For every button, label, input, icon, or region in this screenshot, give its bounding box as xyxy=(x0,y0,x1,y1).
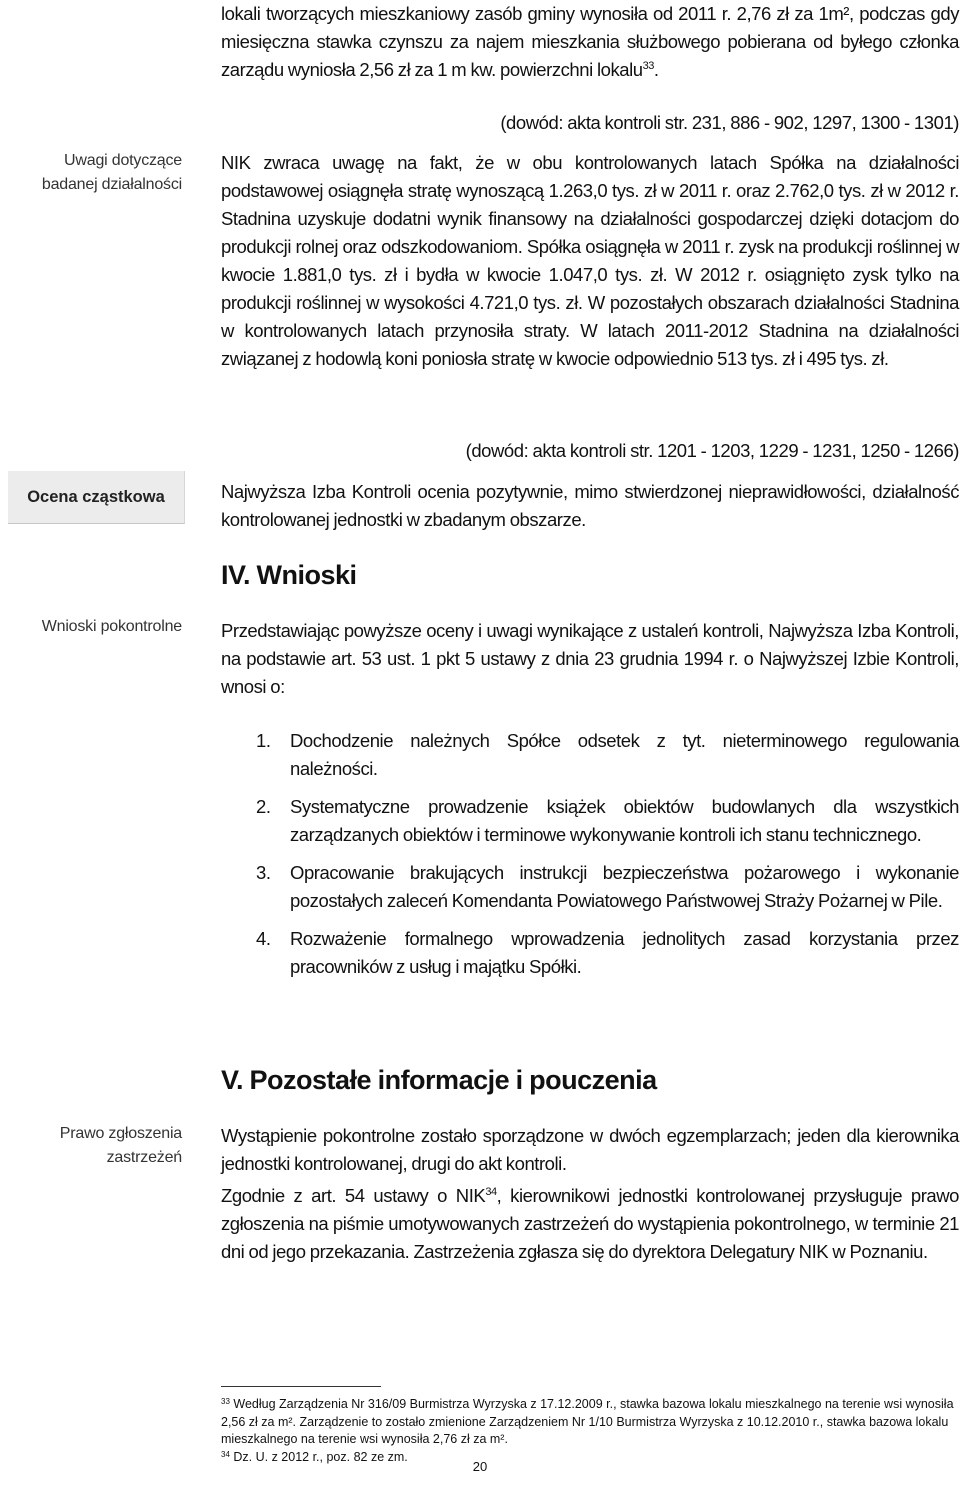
top-paragraph-end: . xyxy=(653,59,659,80)
motions-list xyxy=(256,727,959,981)
footnote-number: 34 xyxy=(221,1449,230,1459)
section-v-paragraph-2 xyxy=(221,1182,959,1266)
sidebar-remarks-label: Uwagi dotyczące badanej działalności xyxy=(41,152,182,193)
list-item xyxy=(256,859,959,915)
list-item xyxy=(256,793,959,849)
page-number: 20 xyxy=(472,1459,488,1474)
footnote-ref-34[interactable]: 34 xyxy=(485,1186,497,1198)
rating-paragraph: Najwyższa Izba Kontroli ocenia pozytywnie, mimo stwierdzonej nieprawidłowości, działalność kontrolowanej jednostki w zbadanym obszarze. xyxy=(221,481,959,530)
footnote-text: Według Zarządzenia Nr 316/09 Burmistrza Wyrzyska z 17.12.2009 r., stawka bazowa lokalu mieszkalnego na terenie wsi wynosiła 2,56 zł za m². Zarządzenie to zostało zmienione Zarządzeniem Nr 1/10 Burmistrza Wyrzyska z 10.12.2010 r., stawka bazowa lokalu mieszkalnego na terenie wsi wynosiła 2,76 zł za m². xyxy=(221,1397,954,1446)
section-v-paragraph-2-text: Zgodnie z art. 54 ustawy o NIK xyxy=(221,1185,486,1206)
list-item-text: Systematyczne prowadzenie książek obiektów budowlanych dla wszystkich zarządzanych obiektów i terminowe wykonywanie kontroli ich stanu technicznego. xyxy=(290,796,959,845)
section-iv xyxy=(221,558,959,592)
section-iv-intro: Przedstawiając powyższe oceny i uwagi wynikające z ustaleń kontroli, Najwyższa Izba Kontroli, na podstawie art. 53 ust. 1 pkt 5 ustawy z dnia 23 grudnia 1994 r. o Najwyższej Izbie Kontroli, wnosi o: xyxy=(221,620,959,697)
top-paragraph-text: lokali tworzących mieszkaniowy zasób gminy wynosiła od 2011 r. 2,76 zł za 1m², podczas gdy miesięczna stawka czynszu za najem mieszkania służbowego pobierana od byłego członka zarządu wyniosła 2,56 zł za 1 m kw. powierzchni lokalu xyxy=(221,3,959,80)
list-item-text: Rozważenie formalnego wprowadzenia jednolitych zasad korzystania przez pracowników z usług i majątku Spółki. xyxy=(290,928,959,977)
sidebar-objection-label: Prawo zgłoszenia zastrzeżeń xyxy=(59,1125,182,1166)
list-item-text: Opracowanie brakujących instrukcji bezpieczeństwa pożarowego i wykonanie pozostałych zaleceń Komendanta Powiatowego Państwowej Straży Pożarnej w Pile. xyxy=(290,862,959,911)
section-iv-heading: IV. Wnioski xyxy=(221,560,357,590)
section-v-paragraph-2-rest: , kierownikowi jednostki kontrolowanej przysługuje prawo zgłoszenia na piśmie umotywowanych zastrzeżeń do wystąpienia pokontrolnego, w terminie 21 dni od jego przekazania. Zastrzeżenia zgłasza się do dyrektora Delegatury NIK w Poznaniu. xyxy=(221,1185,959,1262)
remarks-paragraph: NIK zwraca uwagę na fakt, że w obu kontrolowanych latach Spółka na działalności podstawowej osiągnęła stratę wynoszącą 1.263,0 tys. zł w 2011 r. oraz 2.762,0 tys. zł w 2012 r. Stadnina uzyskuje dodatni wynik finansowy na działalności gospodarczej dzięki dotacjom do produkcji rolnej oraz odszkodowaniom. Spółka osiągnęła w 2011 r. zysk na produkcji roślinnej w kwocie 1.881,0 tys. zł i bydła w kwocie 1.047,0 tys. zł. W 2012 r. osiągnięto zysk tylko na produkcji roślinnej w wysokości 4.721,0 tys. zł. W pozostałych obszarach działalności Stadnina w kontrolowanych latach przynosiła straty. W latach 2011-2012 Stadnina na działalności związanej z hodowlą koni poniosła stratę w kwocie odpowiednio 513 tys. zł i 495 tys. zł. xyxy=(221,152,959,369)
evidence-note-1: (dowód: akta kontroli str. 231, 886 - 902, 1297, 1300 - 1301) xyxy=(500,112,959,133)
footnote-number: 33 xyxy=(221,1397,230,1406)
list-item xyxy=(256,925,959,981)
section-v xyxy=(221,1063,959,1097)
section-v-paragraph-1: Wystąpienie pokontrolne zostało sporządzone w dwóch egzemplarzach; jeden dla kierownika jednostki kontrolowanej, drugi do akt kontroli. xyxy=(221,1125,959,1174)
footnotes xyxy=(221,1396,959,1466)
section-v-heading: V. Pozostałe informacje i pouczenia xyxy=(221,1065,657,1095)
list-item-number: 4. xyxy=(256,928,271,949)
list-item-text: Dochodzenie należnych Spółce odsetek z tyt. nieterminowego regulowania należności. xyxy=(290,730,959,779)
footnote-separator xyxy=(221,1386,381,1387)
sidebar-post-audit-label: Wnioski pokontrolne xyxy=(41,618,182,635)
list-item-number: 2. xyxy=(256,796,271,817)
evidence-note-2: (dowód: akta kontroli str. 1201 - 1203, 1229 - 1231, 1250 - 1266) xyxy=(465,440,959,461)
list-item-number: 3. xyxy=(256,862,271,883)
footnote-ref-33[interactable]: 33 xyxy=(642,60,654,72)
footnote-33 xyxy=(221,1396,959,1449)
list-item-number: 1. xyxy=(256,730,271,751)
sidebar-partial-rating-label: Ocena cząstkowa xyxy=(8,471,185,524)
footnote-text: Dz. U. z 2012 r., poz. 82 ze zm. xyxy=(229,1449,408,1464)
top-paragraph xyxy=(221,0,959,84)
list-item xyxy=(256,727,959,783)
